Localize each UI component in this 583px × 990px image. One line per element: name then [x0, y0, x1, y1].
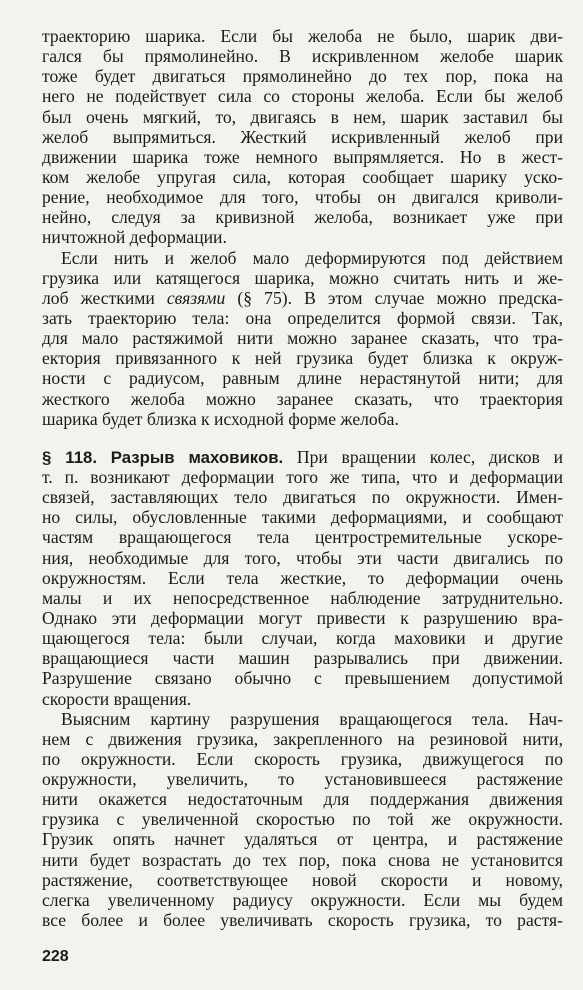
text-line: траекторию шарика. Если бы желоба не было, шарик дви-: [42, 26, 563, 46]
text-line: нити будет возрастать до тех пор, пока снова не установится: [42, 849, 563, 870]
text-line: по окружности. Если скорость грузика, движущегося по: [42, 748, 563, 769]
text-line: движении шарика тоже немного выпрямляется. Но в жест-: [42, 146, 563, 167]
text-run: (§ 75). В этом случае можно предска-: [225, 287, 563, 308]
text-line: Если нить и желоб мало деформируются под действием: [61, 247, 563, 268]
text-line: связей, заставляющих тело двигаться по окружности. Имен-: [42, 487, 563, 508]
section-gap: [42, 429, 563, 447]
text-line: все более и более увеличивать скорость грузика, то растя-: [42, 910, 563, 931]
text-line: Разрушение связано обычно с превышением допустимой: [42, 668, 563, 689]
text-line: нейно, следуя за кривизной желоба, возникает уже при: [42, 207, 563, 228]
text-line: рение, необходимое для того, чтобы он двигался криволи-: [42, 187, 563, 208]
text-line: него не подействует сила со стороны желоба. Если бы желоб: [42, 86, 563, 107]
text-line: щающегося тела: были случаи, когда маховики и другие: [42, 628, 563, 649]
text-line: т. п. возникают деформации того же типа, что и деформации: [42, 466, 563, 487]
text-line: Однако эти деформации могут привести к разрушению вра-: [42, 607, 563, 628]
text-line: зать траекторию тела: она определится формой связи. Так,: [42, 307, 563, 328]
text-line: вращающиеся части машин разрывались при движении.: [42, 648, 563, 669]
text-run: лоб жесткими: [42, 287, 167, 308]
section-118: [42, 447, 563, 709]
page-number: 228: [42, 948, 69, 965]
text-line: был очень мягкий, то, двигаясь в нем, шарик заставил бы: [42, 106, 563, 127]
paragraph-continuation: [42, 26, 563, 248]
text-line: нити окажется недостаточным для поддержания движения: [42, 789, 563, 810]
text-line: частям вращающегося тела центростремительные ускоре-: [42, 527, 563, 548]
text-run: При вращении колес, дисков и: [283, 446, 563, 467]
text-line: грузика с увеличенной скоростью по той же окружности.: [42, 809, 563, 830]
text-line: Грузик опять начнет удаляться от центра, и растяжение: [42, 829, 563, 850]
text-line: для мало растяжимой нити можно заранее сказать, что тра-: [42, 328, 563, 349]
text-line: шарика будет близка к исходной форме желоба.: [42, 408, 399, 429]
section-title: Разрыв маховиков.: [110, 447, 284, 467]
text-line: окружности, увеличить, то установившееся растяжение: [42, 769, 563, 790]
text-line: ничтожной деформации.: [42, 227, 227, 248]
text-line: жесткого желоба можно заранее сказать, что траектория: [42, 388, 563, 409]
text-line: тоже будет двигаться прямолинейно до тех пор, пока на: [42, 66, 563, 87]
text-line: [42, 288, 563, 308]
paragraph-rotating-body: [42, 709, 563, 931]
text-line: ния, необходимые для того, чтобы эти части двигались по: [42, 547, 563, 568]
section-heading-line: [42, 447, 563, 467]
text-line: нем с движения грузика, закрепленного на резиновой нити,: [42, 728, 563, 749]
text-line: Выясним картину разрушения вращающегося тела. Нач-: [61, 708, 563, 729]
text-line: слегка увеличенному радиусу окружности. Если мы будем: [42, 889, 563, 910]
text-line: окружностям. Если тела жесткие, то деформации очень: [42, 567, 563, 588]
text-line: ком желобе упругая сила, которая сообщает шарику уско-: [42, 166, 563, 187]
text-line: малы и их непосредственное наблюдение затруднительно.: [42, 587, 563, 608]
paragraph-rigid-constraints: [42, 248, 563, 429]
text-line: ектория привязанного к ней грузика будет близка к окруж-: [42, 348, 563, 369]
text-line: растяжение, соответствующее новой скорости и новому,: [42, 869, 563, 890]
text-line: скорости вращения.: [42, 688, 192, 709]
italic-term: связями: [166, 287, 226, 308]
text-line: но силы, обусловленные такими деформациями, и сообщают: [42, 507, 563, 528]
section-number: § 118.: [42, 447, 98, 467]
text-line: грузика или катящегося шарика, можно считать нить и же-: [42, 267, 563, 288]
text-line: гался бы прямолинейно. В искривленном желобе шарик: [42, 46, 563, 67]
text-line: ности с радиусом, равным длине нерастянутой нити; для: [42, 368, 563, 389]
text-line: желоб выпрямиться. Жесткий искривленный желоб при: [42, 126, 563, 147]
